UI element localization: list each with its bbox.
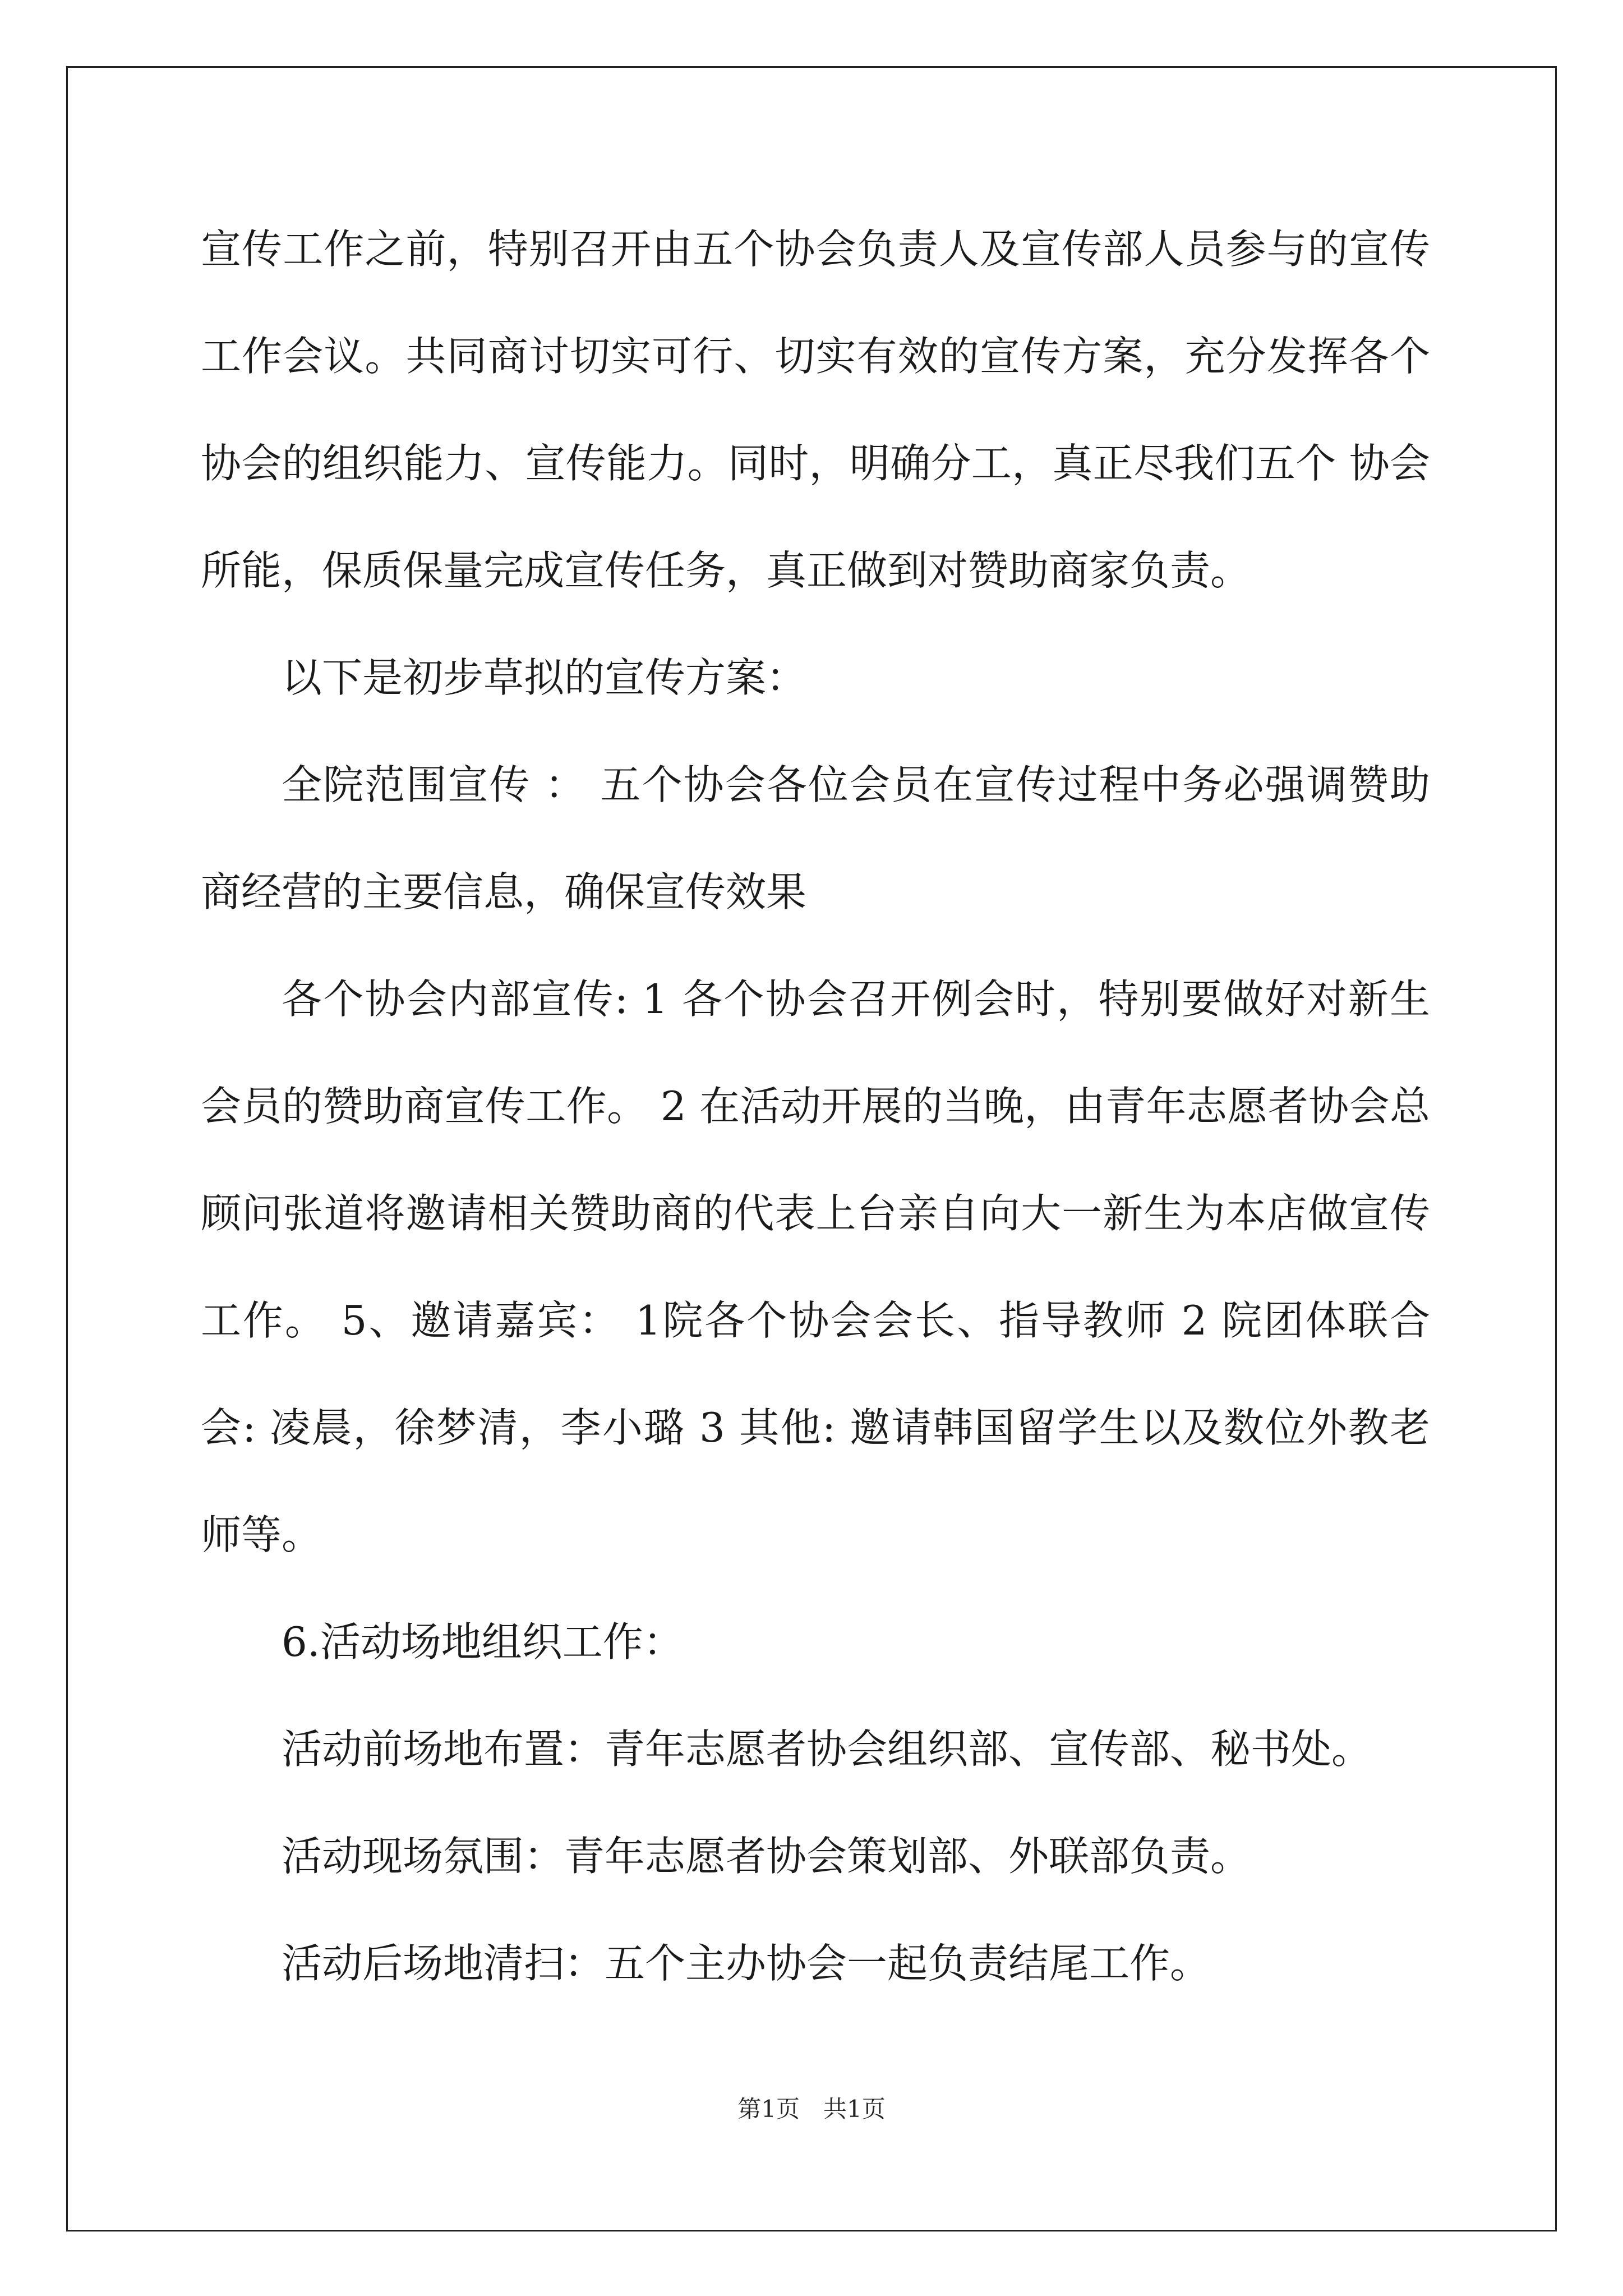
text-line: 6.活动场地组织工作： [282,1618,684,1665]
text-line: 所能，保质保量完成宣传任务，真正做到对赞助商家负责。 [201,547,1251,594]
text-line: 全院范围宣传 ： 五个协会各位会员在宣传过程中务必强调赞助 [282,761,1430,808]
text-line: 以下是初步草拟的宣传方案： [282,654,807,701]
text-line: 师等。 [201,1511,322,1558]
text-line: 活动前场地布置：青年志愿者协会组织部、宣传部、秘书处。 [282,1726,1372,1773]
text-line: 顾问张道将邀请相关赞助商的代表上台亲自向大一新生为本店做宣传 [201,1190,1430,1237]
text-line: 活动现场氛围：青年志愿者协会策划部、外联部负责。 [282,1833,1251,1880]
text-line: 各个协会内部宣传: 1 各个协会召开例会时，特别要做好对新生 [282,976,1430,1023]
text-line: 工作会议。共同商讨切实可行、切实有效的宣传方案，充分发挥各个 [201,333,1430,380]
text-line: 活动后场地清扫：五个主办协会一起负责结尾工作。 [282,1940,1211,1987]
document-body [201,196,1430,2017]
text-line: 商经营的主要信息，确保宣传效果 [201,868,807,915]
page-number-label: 第1页 共1页 [737,2095,886,2123]
text-line: 协会的组织能力、宣传能力。同时，明确分工，真正尽我们五个 协会 [201,440,1430,487]
text-line: 工作。 5、邀请嘉宾： 1院各个协会会长、指导教师 2 院团体联合 [201,1297,1430,1344]
text-line: 会: 凌晨，徐梦清，李小璐 3 其他: 邀请韩国留学生以及数位外教老 [201,1404,1430,1451]
page-footer [0,2092,1623,2126]
text-line: 宣传工作之前，特别召开由五个协会负责人及宣传部人员参与的宣传 [201,226,1430,273]
text-line: 会员的赞助商宣传工作。 2 在活动开展的当晚，由青年志愿者协会总 [201,1083,1430,1130]
